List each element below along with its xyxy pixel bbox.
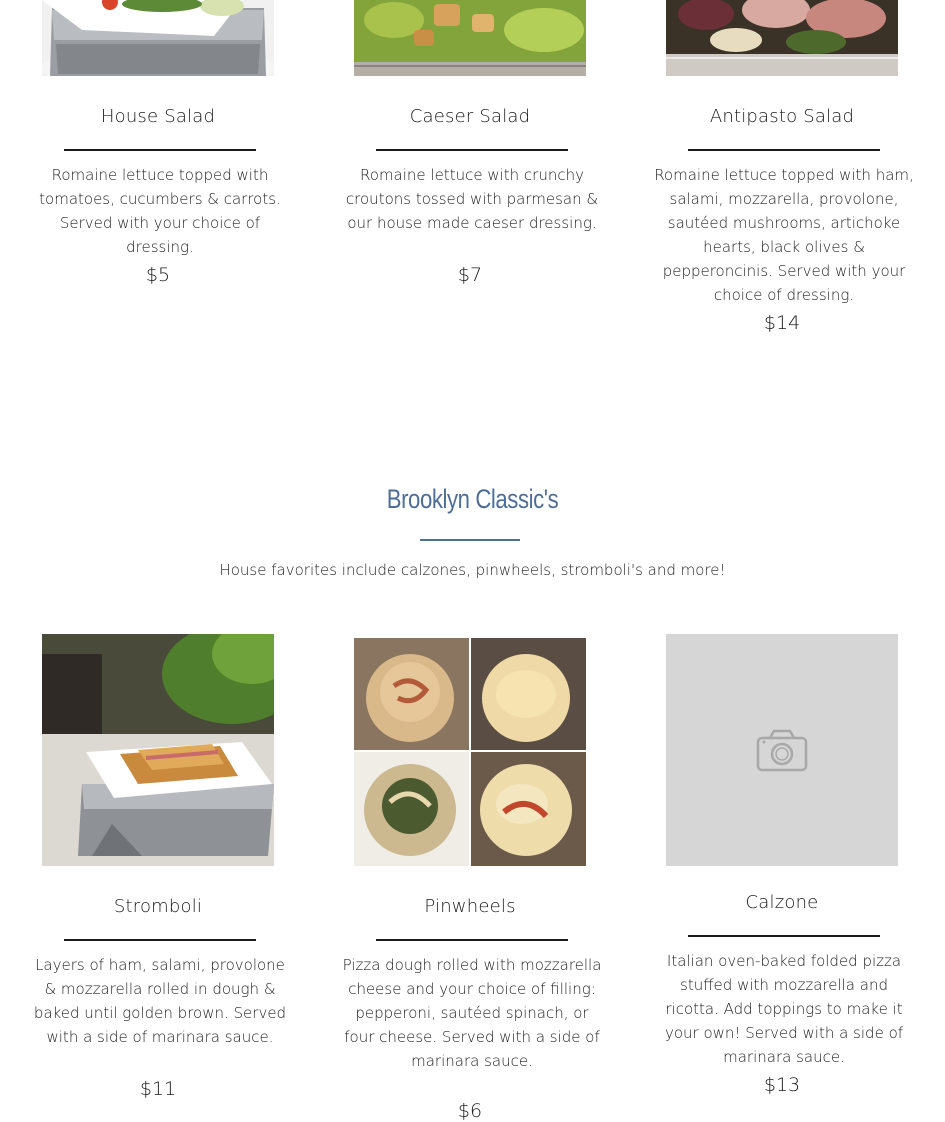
divider: [688, 149, 880, 151]
camera-icon: [666, 634, 898, 866]
dish-name: Caeser Salad: [409, 106, 531, 127]
dish-price: $7: [457, 264, 483, 286]
divider: [376, 939, 568, 941]
dish-price: $13: [763, 1074, 801, 1096]
divider: [64, 939, 256, 941]
caeser-salad-photo[interactable]: [354, 0, 586, 76]
antipasto-salad-photo[interactable]: [666, 0, 898, 76]
dish-description: Romaine lettuce topped with ham, salami, mozzarella, provolone, sautéed mushrooms, artichoke hearts, black olives & pepperoncinis. Served with your choice of dressing.: [654, 166, 914, 304]
dish-description: Italian oven-baked folded pizza stuffed with mozzarella and ricotta. Add toppings to make it your own! Served with a side of marinara sauce.: [664, 952, 904, 1066]
pinwheels-photo[interactable]: [354, 634, 586, 866]
dish-price: $6: [457, 1100, 483, 1122]
house-salad-photo[interactable]: [42, 0, 274, 76]
dish-name: House Salad: [100, 106, 216, 127]
dish-name: Stromboli: [113, 896, 203, 917]
dish-price: $5: [145, 264, 171, 286]
dish-description: Layers of ham, salami, provolone & mozzarella rolled in dough & baked until golden brown. Served with a side of marinara sauce.: [33, 956, 287, 1046]
calzone-image-placeholder[interactable]: [666, 634, 898, 866]
dish-name: Antipasto Salad: [709, 106, 855, 127]
dish-description: Romaine lettuce with crunchy croutons tossed with parmesan & our house made caeser dressing.: [345, 166, 599, 232]
dish-description: Romaine lettuce topped with tomatoes, cucumbers & carrots. Served with your choice of dressing.: [39, 166, 281, 256]
dish-description: Pizza dough rolled with mozzarella cheese and your choice of filling: pepperoni, sautéed spinach, or four cheese. Served with a side of marinara sauce.: [342, 956, 602, 1070]
dish-name: Pinwheels: [424, 896, 516, 917]
section-divider: [420, 539, 520, 541]
dish-price: $14: [763, 312, 801, 334]
divider: [64, 149, 256, 151]
dish-price: $11: [139, 1078, 177, 1100]
stromboli-photo[interactable]: [42, 634, 274, 866]
section-subtitle: House favorites include calzones, pinwheels, stromboli's and more!: [219, 561, 726, 579]
divider: [376, 149, 568, 151]
divider: [688, 935, 880, 937]
section-title: Brooklyn Classic's: [386, 484, 559, 514]
dish-name: Calzone: [745, 892, 819, 913]
